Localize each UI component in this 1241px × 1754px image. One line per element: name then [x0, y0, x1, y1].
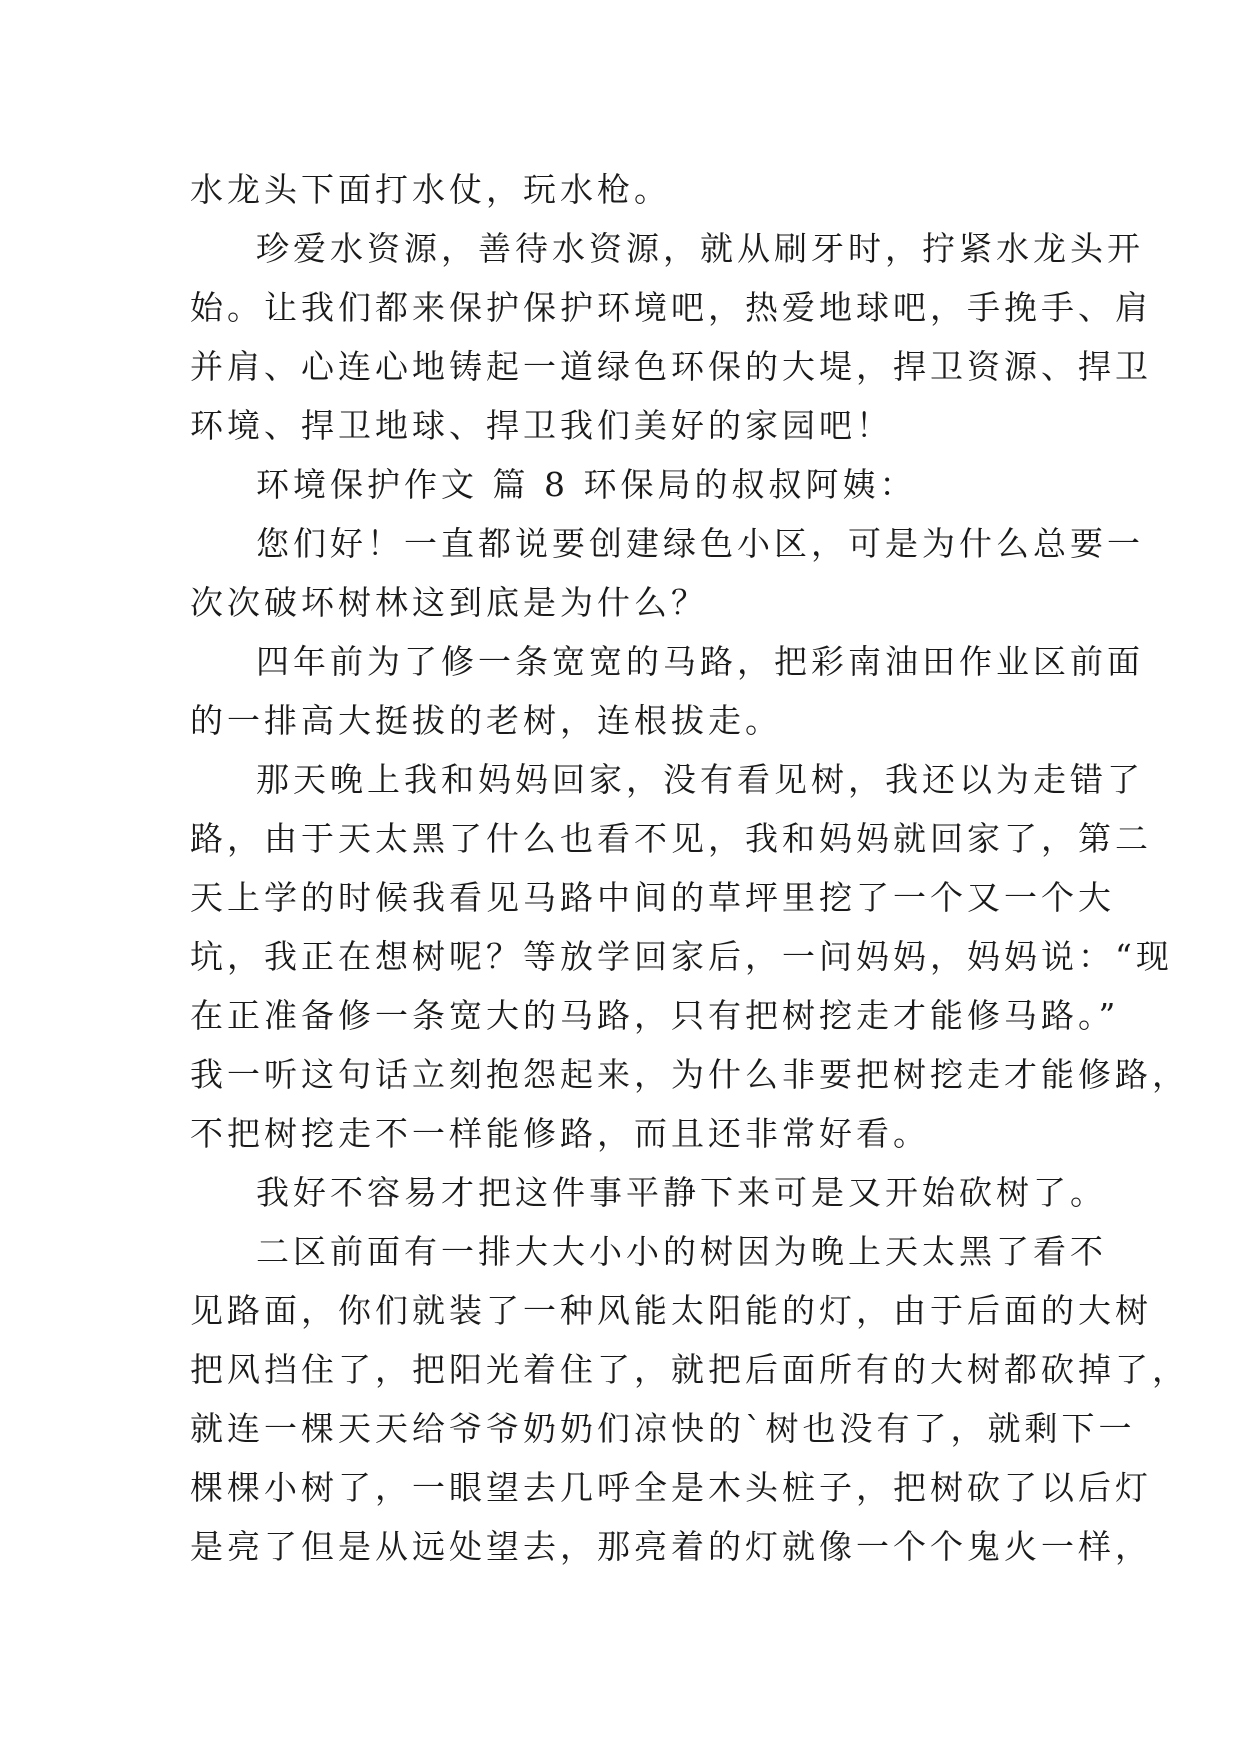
text-line: 次次破坏树林这到底是为什么？: [190, 583, 708, 622]
text-line: 我好不容易才把这件事平静下来可是又开始砍树了。: [256, 1173, 1107, 1212]
text-line: 把风挡住了，把阳光着住了，就把后面所有的大树都砍掉了，: [190, 1350, 1189, 1389]
text-line: 珍爱水资源，善待水资源，就从刷牙时，拧紧水龙头开: [256, 229, 1144, 268]
text-line: 就连一棵天天给爷爷奶奶们凉快的`树也没有了，就剩下一: [190, 1409, 1136, 1448]
text-line: 是亮了但是从远处望去，那亮着的灯就像一个个鬼火一样，: [190, 1527, 1152, 1566]
text-line: 四年前为了修一条宽宽的马路，把彩南油田作业区前面: [256, 642, 1144, 681]
text-line: 在正准备修一条宽大的马路，只有把树挖走才能修马路。”: [190, 996, 1120, 1035]
text-line: 见路面，你们就装了一种风能太阳能的灯，由于后面的大树: [190, 1291, 1152, 1330]
text-line: 棵棵小树了，一眼望去几呼全是木头桩子，把树砍了以后灯: [190, 1468, 1152, 1507]
text-line: 不把树挖走不一样能修路，而且还非常好看。: [190, 1114, 930, 1153]
text-line: 我一听这句话立刻抱怨起来，为什么非要把树挖走才能修路，: [190, 1055, 1189, 1094]
text-line: 水龙头下面打水仗，玩水枪。: [190, 170, 671, 209]
text-line: 您们好！一直都说要创建绿色小区，可是为什么总要一: [256, 524, 1144, 563]
text-line: 环境、捍卫地球、捍卫我们美好的家园吧！: [190, 406, 893, 445]
document-body: [190, 160, 1189, 1576]
text-line: 天上学的时候我看见马路中间的草坪里挖了一个又一个大: [190, 878, 1115, 917]
text-line: 始。让我们都来保护保护环境吧，热爱地球吧，手挽手、肩: [190, 288, 1152, 327]
text-line: 的一排高大挺拔的老树，连根拔走。: [190, 701, 782, 740]
text-line: 环境保护作文 篇 8 环保局的叔叔阿姨：: [256, 465, 917, 504]
text-line: 二区前面有一排大大小小的树因为晚上天太黑了看不: [256, 1232, 1107, 1271]
text-line: 那天晚上我和妈妈回家，没有看见树，我还以为走错了: [256, 760, 1144, 799]
text-line: 并肩、心连心地铸起一道绿色环保的大堤，捍卫资源、捍卫: [190, 347, 1152, 386]
text-line: 坑，我正在想树呢？等放学回家后，一问妈妈，妈妈说：“现: [190, 937, 1173, 976]
text-line: 路，由于天太黑了什么也看不见，我和妈妈就回家了，第二: [190, 819, 1152, 858]
